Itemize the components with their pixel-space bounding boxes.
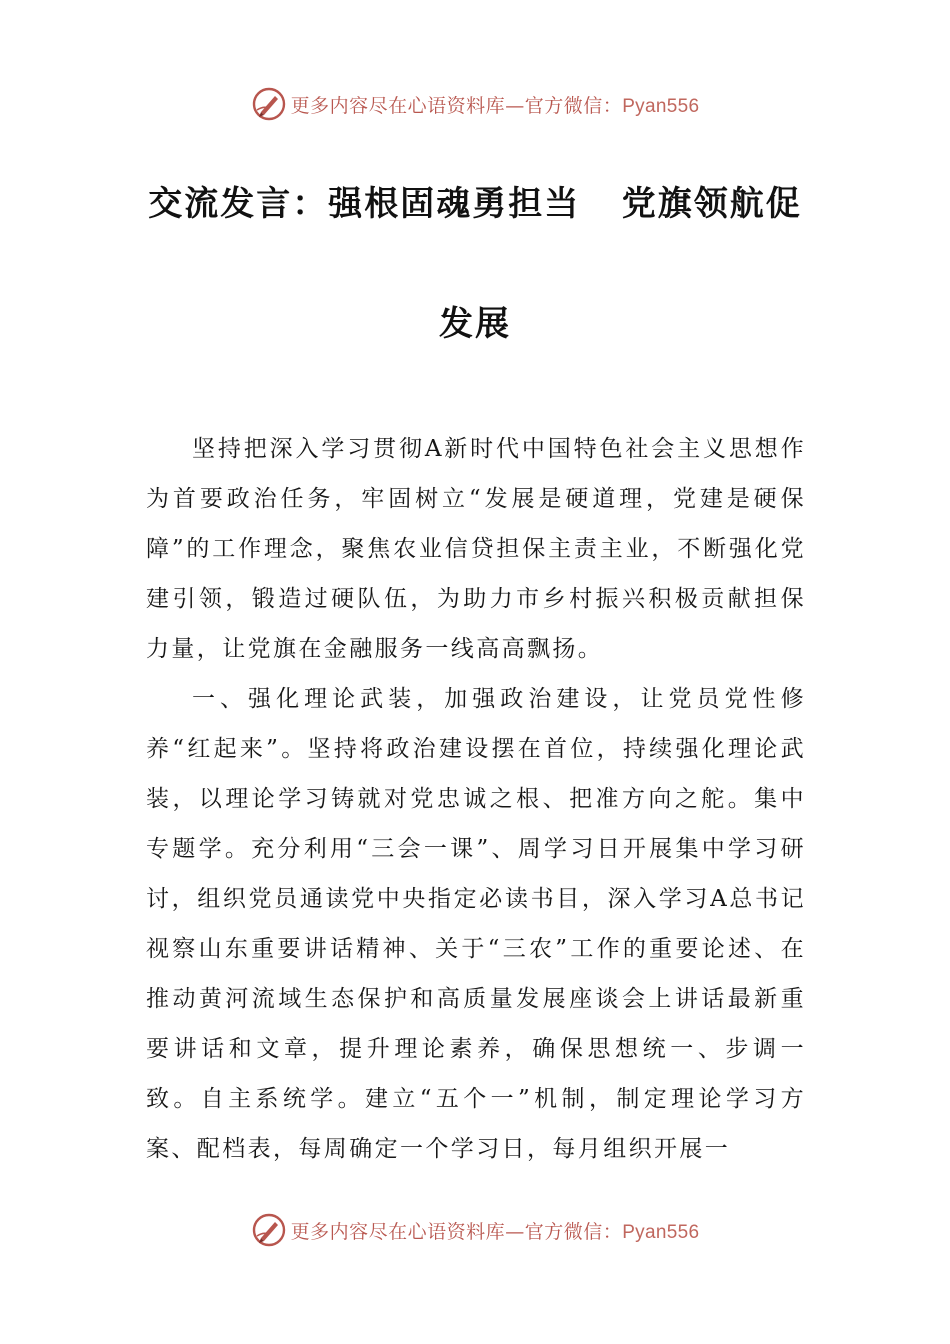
header-watermark-banner — [0, 82, 950, 126]
document-title-line-1: 交流发言：强根固魂勇担当 党旗领航促 — [148, 184, 802, 224]
document-title-line-2: 发展 — [439, 304, 511, 344]
paragraph-intro: 坚持把深入学习贯彻A新时代中国特色社会主义思想作为首要政治任务，牢固树立“发展是硬道理，党建是硬保障”的工作理念，聚焦农业信贷担保主责主业，不断强化党建引领，锻造过硬队伍，为助力市乡村振兴积极贡献担保力量，让党旗在金融服务一线高高飘扬。 — [146, 436, 806, 662]
document-body — [146, 424, 806, 1174]
footer-watermark-banner — [0, 1208, 950, 1252]
watermark-wechat-handle: Pyan556 — [622, 1221, 700, 1243]
paragraph-section-one: 一、强化理论武装，加强政治建设，让党员党性修养“红起来”。坚持将政治建设摆在首位，持续强化理论武装，以理论学习铸就对党忠诚之根、把准方向之舵。集中专题学。充分利用“三会一课”、周学习日开展集中学习研讨，组织党员通读党中央指定必读书目，深入学习A总书记视察山东重要讲话精神、关于“三农”工作的重要论述、在推动黄河流域生态保护和高质量发展座谈会上讲话最新重要讲话和文章，提升理论素养，确保思想统一、步调一致。自主系统学。建立“五个一”机制，制定理论学习方案、配档表，每周确定一个学习日，每月组织开展一 — [146, 686, 806, 1162]
watermark-text: 更多内容尽在心语资料库—官方微信：Pyan556 — [290, 1220, 700, 1243]
writing-pen-logo-icon — [251, 86, 287, 122]
writing-pen-logo-icon — [251, 1212, 287, 1248]
watermark-text: 更多内容尽在心语资料库—官方微信：Pyan556 — [290, 94, 700, 117]
watermark-wechat-handle: Pyan556 — [622, 95, 700, 117]
